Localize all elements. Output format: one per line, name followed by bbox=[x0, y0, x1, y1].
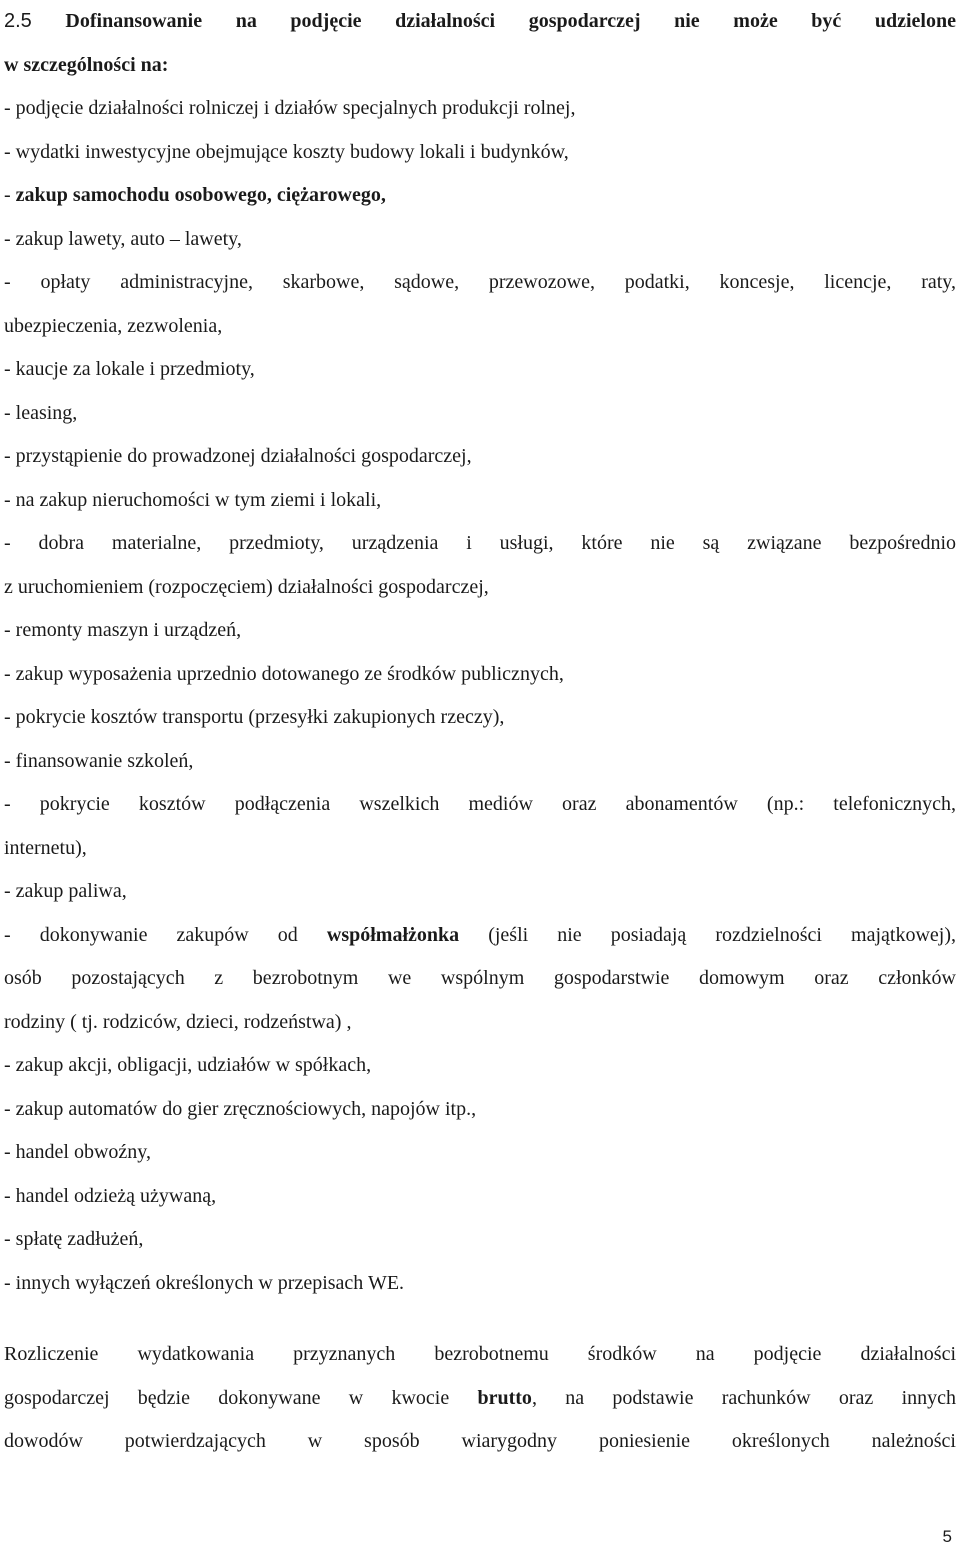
list-item: - pokrycie kosztów transportu (przesyłki zakupionych rzeczy), bbox=[4, 706, 505, 728]
list-item-continuation: rodziny ( tj. rodziców, dzieci, rodzeństwa) , bbox=[4, 1010, 352, 1033]
list-item-continuation: osób pozostających z bezrobotnym we wspólnym gospodarstwie domowym oraz członków bbox=[4, 967, 956, 989]
list-item-bold bbox=[16, 184, 386, 206]
list-item-continuation: z uruchomieniem (rozpoczęciem) działalności gospodarczej, bbox=[4, 575, 489, 598]
paragraph-text: gospodarczej będzie dokonywane w kwocie bbox=[4, 1386, 478, 1409]
section-heading-line1 bbox=[4, 0, 956, 44]
list-item: - opłaty administracyjne, skarbowe, sądowe, przewozowe, podatki, koncesje, licencje, raty, bbox=[4, 271, 956, 293]
paragraph-line bbox=[4, 1377, 956, 1421]
list-item bbox=[4, 174, 956, 218]
paragraph-line: Rozliczenie wydatkowania przyznanych bezrobotnemu środków na podjęcie działalności bbox=[4, 1343, 956, 1365]
list-item-continuation: ubezpieczenia, zezwolenia, bbox=[4, 314, 223, 337]
list-item: - remonty maszyn i urządzeń, bbox=[4, 619, 242, 641]
list-item: - finansowanie szkoleń, bbox=[4, 749, 194, 772]
section-title-line1: Dofinansowanie na podjęcie działalności gospodarczej nie może być udzielone bbox=[65, 10, 956, 32]
list-item: - zakup automatów do gier zręcznościowych, napojów itp., bbox=[4, 1097, 477, 1120]
bold-word: brutto bbox=[477, 1386, 532, 1409]
paragraph-gap bbox=[4, 1305, 956, 1333]
list-item: - dobra materialne, przedmioty, urządzenia i usługi, które nie są związane bezpośrednio bbox=[4, 532, 956, 554]
list-item: - pokrycie kosztów podłączenia wszelkich mediów oraz abonamentów (np.: telefonicznych, bbox=[4, 793, 956, 815]
list-item-bold-word: zakup bbox=[15, 184, 68, 206]
list-item-bold: współmałżonka bbox=[326, 923, 460, 946]
exclusion-list bbox=[4, 87, 956, 1305]
list-item: - zakup wyposażenia uprzednio dotowanego ze środków publicznych, bbox=[4, 662, 564, 685]
list-item-prefix: - bbox=[4, 184, 16, 206]
list-item bbox=[4, 914, 956, 958]
list-item-bold-rest: samochodu osobowego, ciężarowego, bbox=[72, 184, 386, 206]
section-title-line2: w szczególności na: bbox=[4, 53, 169, 76]
list-item: - kaucje za lokale i przedmioty, bbox=[4, 358, 255, 380]
list-item: - wydatki inwestycyjne obejmujące koszty budowy lokali i budynków, bbox=[4, 140, 569, 163]
list-item: - zakup paliwa, bbox=[4, 880, 127, 902]
list-item-text: (jeśli nie posiadają rozdzielności majątkowej), bbox=[459, 923, 956, 946]
list-item: - innych wyłączeń określonych w przepisach WE. bbox=[4, 1271, 405, 1294]
page-number: 5 bbox=[942, 1527, 952, 1546]
list-item: - przystąpienie do prowadzonej działalności gospodarczej, bbox=[4, 445, 472, 467]
list-item: - handel obwoźny, bbox=[4, 1141, 151, 1163]
paragraph-line: dowodów potwierdzających w sposób wiarygodny poniesienie określonych należności bbox=[4, 1430, 956, 1452]
list-item: - zakup lawety, auto – lawety, bbox=[4, 227, 242, 250]
section-number: 2.5 bbox=[4, 10, 32, 32]
list-item-continuation: internetu), bbox=[4, 836, 87, 859]
list-item: - leasing, bbox=[4, 401, 78, 424]
list-item: - handel odzieżą używaną, bbox=[4, 1184, 217, 1207]
list-item: - na zakup nieruchomości w tym ziemi i lokali, bbox=[4, 488, 382, 511]
list-item: - spłatę zadłużeń, bbox=[4, 1228, 144, 1250]
list-item-text: - dokonywanie zakupów od bbox=[4, 923, 327, 946]
closing-paragraph bbox=[4, 1333, 956, 1464]
section-heading bbox=[4, 0, 956, 87]
list-item: - podjęcie działalności rolniczej i działów specjalnych produkcji rolnej, bbox=[4, 97, 576, 119]
paragraph-text: , na podstawie rachunków oraz innych bbox=[531, 1386, 956, 1409]
document-page bbox=[4, 0, 956, 1464]
list-item: - zakup akcji, obligacji, udziałów w spółkach, bbox=[4, 1054, 372, 1076]
